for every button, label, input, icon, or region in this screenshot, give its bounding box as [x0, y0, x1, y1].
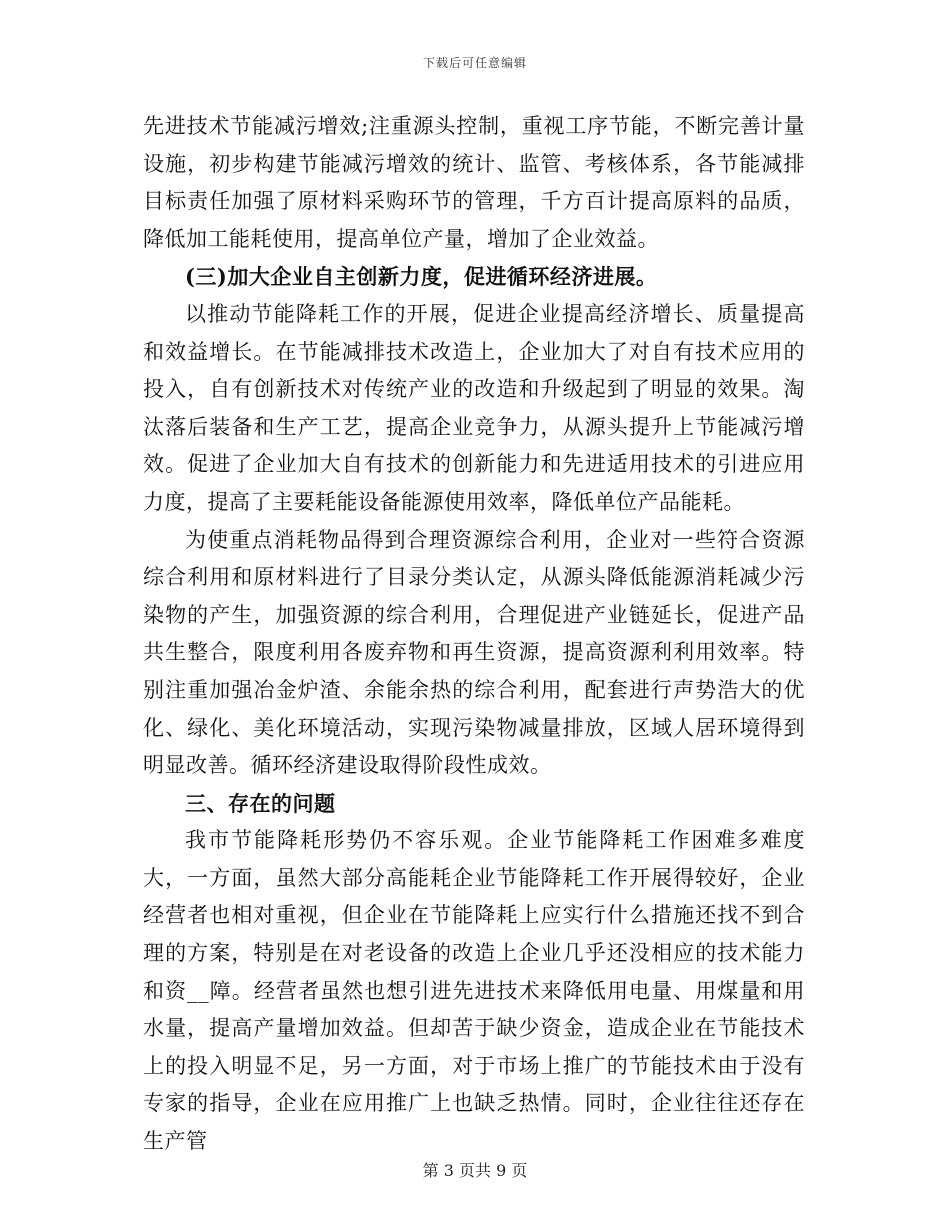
section-heading-problems: 三、存在的问题	[185, 790, 336, 816]
section-heading-3: (三)加大企业自主创新力度，促进循环经济进展。	[185, 264, 658, 290]
paragraph-problems: 我市节能降耗形势仍不容乐观。企业节能降耗工作困难多难度大，一方面，虽然大部分高能耗企业节能降耗工作开展得较好，企业经营者也相对重视，但企业在节能降耗上应实行什么措施还找不到合理的方案，特别是在对老设备的改造上企业几乎还没相应的技术能力和资__障。经营者虽然也想引进先进技术来降低用电量、用煤量和用水量，提高产量增加效益。但却苦于缺少资金，造成企业在节能技术上的投入明显不足，另一方面，对于市场上推广的节能技术由于没有专家的指导，企业在应用推广上也缺乏热情。同时，企业往往还存在生产管	[143, 828, 805, 1154]
page-number: 第 3 页共 9 页	[422, 1161, 528, 1180]
page-header: 下载后可任意编辑	[422, 56, 527, 70]
paragraph-resources: 为使重点消耗物品得到合理资源综合利用，企业对一些符合资源综合利用和原材料进行了目录分类认定，从源头降低能源消耗减少污染物的产生，加强资源的综合利用，合理促进产业链延长，促进产品共生整合，限度利用各废弃物和再生资源，提高资源利利用效率。特别注重加强冶金炉渣、余能余热的综合利用，配套进行声势浩大的优化、绿化、美化环境活动，实现污染物减量排放，区域人居环境得到明显改善。循环经济建设取得阶段性成效。	[143, 527, 805, 778]
paragraph-continuation: 先进技术节能减污增效;注重源头控制，重视工序节能，不断完善计量设施，初步构建节能减污增效的统计、监管、考核体系，各节能减排目标责任加强了原材料采购环节的管理，千方百计提高原料的品质，降低加工能耗使用，提高单位产量，增加了企业效益。	[143, 114, 805, 251]
paragraph-innovation: 以推动节能降耗工作的开展，促进企业提高经济增长、质量提高和效益增长。在节能减排技术改造上，企业加大了对自有技术应用的投入，自有创新技术对传统产业的改造和升级起到了明显的效果。淘汰落后装备和生产工艺，提高企业竞争力，从源头提升上节能减污增效。促进了企业加大自有技术的创新能力和先进适用技术的引进应用力度，提高了主要耗能设备能源使用效率，降低单位产品能耗。	[143, 301, 805, 514]
document-body	[143, 108, 805, 1161]
